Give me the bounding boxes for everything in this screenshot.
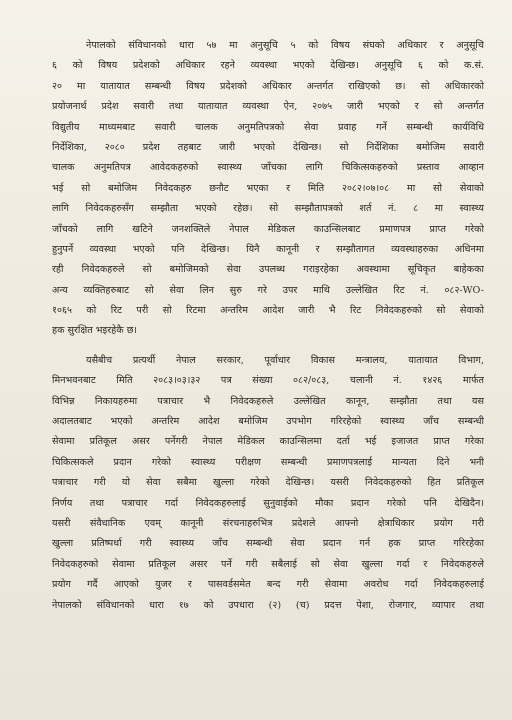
- text-line: प्रयोग गर्दै आएको युजर र पासवर्डसमेत बन्द गरी सेवामा अवरोध गर्दा निवेदकहरुलाई: [52, 579, 484, 591]
- text-line: जाँचको लागि खटिने जनशक्तिले नेपाल मेडिकल काउन्सिलबाट प्रमाणपत्र प्राप्त गरेको: [52, 223, 484, 235]
- text-line: २० मा यातायात सम्बन्धी विषय प्रदेशको अधिकार अन्तर्गत राखिएको छ। सो अधिकारको: [52, 80, 484, 92]
- text-line: निर्देशिका, २०८० प्रदेश तहबाट जारी भएको देखिन्छ। सो निर्देशिका बमोजिम सवारी: [52, 141, 484, 153]
- text-line: नेपालको संविधानको धारा १७ को उपधारा (२) (च) प्रदत्त पेशा, रोजगार, व्यापार तथा: [52, 599, 484, 611]
- text-line: अन्य व्यक्तिहरुबाट सो सेवा लिन सुरु गरे उपर माथि उल्लेखित रिट नं. ०८२-WO-: [52, 284, 484, 296]
- text-line: चिकित्सकले प्रदान गरेको स्वास्थ्य परीक्षण सम्बन्धी प्रमाणपत्रलाई मान्यता दिने भनी: [52, 456, 484, 468]
- text-line: रही निवेदकहरुले सो बमोजिमको सेवा उपलब्ध गराइरहेका अवस्थामा सूचिकृत बाहेकका: [52, 264, 484, 276]
- text-line: निवेदकहरुको सेवामा प्रतिकूल असर पर्ने गरी सबैलाई सो सेवा खुल्ला गर्दा र निवेदकहरुले: [52, 558, 484, 570]
- text-line: यसैबीच प्रत्यर्थी नेपाल सरकार, पूर्वाधार विकास मन्त्रालय, यातायात विभाग,: [86, 354, 484, 366]
- text-line: मिनभवनबाट मिति २०८३।०३।३२ पत्र संख्या ०८२/०८३, चलानी नं. १४२६ मार्फत: [52, 375, 484, 387]
- text-line: लागि निवेदकहरुसँग सम्झौता भएको रहेछ। सो सम्झौतापत्रको शर्त नं. ८ मा स्वास्थ्य: [52, 203, 484, 215]
- text-line: ६ को विषय प्रदेशको अधिकार रहने व्यवस्था भएको देखिन्छ। अनुसूचि ६ को क.सं.: [52, 60, 484, 72]
- text-line: चालक अनुमतिपत्र आवेदकहरुको स्वास्थ्य जाँचका लागि चिकित्सकहरुको प्रस्ताव आव्हान: [52, 162, 484, 174]
- text-line: अदालतबाट भएको अन्तरिम आदेश बमोजिम उपभोग गरिरहेको स्वास्थ्य जाँच सम्बन्धी: [52, 416, 484, 428]
- text-line: यसरी संवैधानिक एवम् कानूनी संरचनाहरुभित्र प्रदेशले आफ्नो क्षेत्राधिकार प्रयोग गरी: [52, 517, 484, 529]
- text-line: भई सो बमोजिम निवेदकहरु छनौट भएका र मिति २०८२।०७।०८ मा सो सेवाको: [52, 182, 484, 194]
- text-line: निर्णय तथा पत्राचार गर्दा निवेदकहरुलाई सुनुवाईको मौका प्रदान गरेको पनि देखिदैन।: [52, 497, 484, 509]
- text-line: नेपालको संविधानको धारा ५७ मा अनुसूचि ५ को विषय संघको अधिकार र अनुसूचि: [86, 40, 484, 51]
- paragraph-1: [52, 36, 484, 342]
- text-line: १०६५ को रिट परी सो रिटमा अन्तरिम आदेश जारी भै रिट निवेदकहरुको सो सेवाको: [52, 305, 484, 317]
- text-line: सेवामा प्रतिकूल असर पर्नेगरी नेपाल मेडिकल काउन्सिलमा दर्ता भई इजाजत प्राप्त गरेका: [52, 436, 484, 448]
- text-line: खुल्ला प्रतिष्पर्धा गरी स्वास्थ्य जाँच सम्बन्धी सेवा प्रदान गर्न हक प्राप्त गरिरहेका: [52, 538, 484, 550]
- text-line: विद्युतीय माध्यमबाट सवारी चालक अनुमतिपत्रको सेवा प्रवाह गर्ने सम्बन्धी कार्यविधि: [52, 121, 484, 133]
- text-line: हक सुरक्षित भइरहेकै छ।: [52, 325, 138, 337]
- document-body: [52, 36, 484, 625]
- text-line: विभिन्न निकायहरुमा पत्राचार भै निवेदकहरुले उल्लेखित कानून, सम्झौता तथा यस: [52, 395, 484, 407]
- paragraph-2: [52, 351, 484, 616]
- text-line: हुनुपर्ने व्यवस्था भएको पनि देखिन्छ। यिनै कानूनी र सम्झौतागत व्यवस्थाहरुका अधिनमा: [52, 243, 484, 255]
- text-line: पत्राचार गरी यो सेवा सबैमा खुल्ला गरेको देखिन्छ। यसरी निवेदकहरुको हित प्रतिकूल: [52, 477, 484, 489]
- text-line: प्रयोजनार्थ प्रदेश सवारी तथा यातायात व्यवस्था ऐन, २०७५ जारी भएको र सो अन्तर्गत: [52, 101, 484, 113]
